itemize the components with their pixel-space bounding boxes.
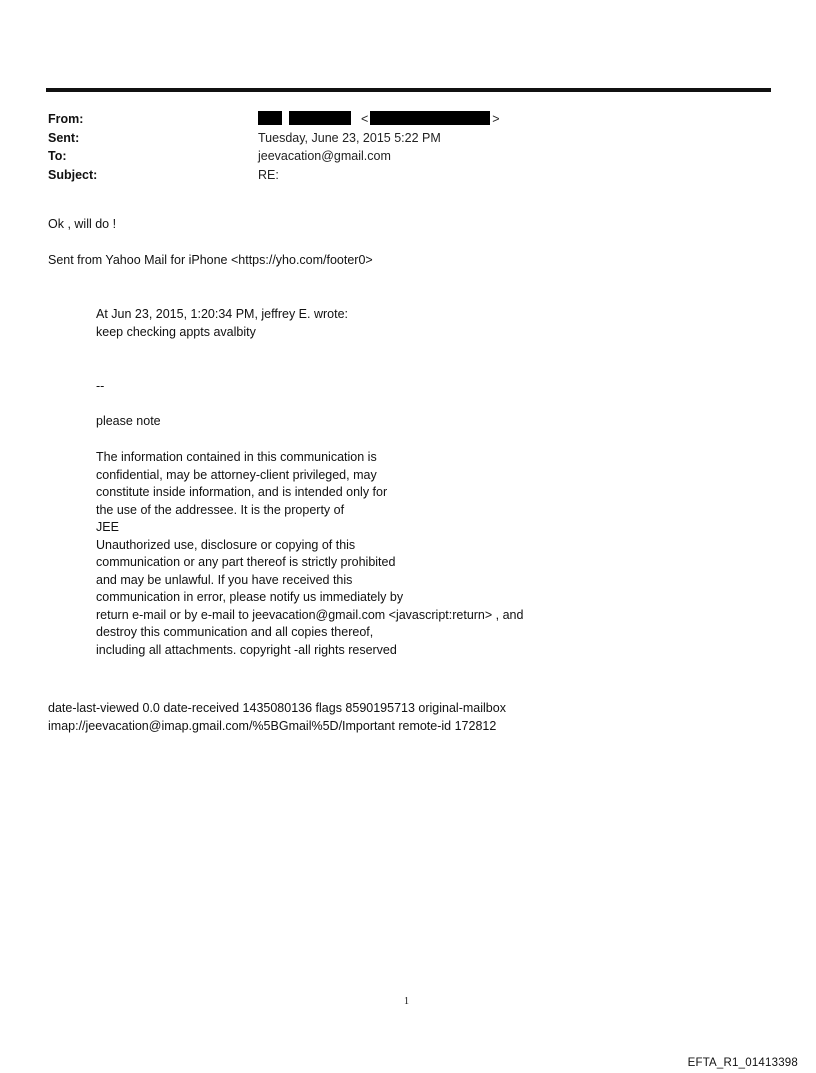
from-value [258, 110, 500, 129]
header-rule [46, 88, 771, 92]
quoted-message: keep checking appts avalbity [96, 325, 256, 339]
metadata-line: imap://jeevacation@imap.gmail.com/%5BGmail%5D/Important remote-id 172812 [48, 718, 497, 733]
disclaimer-line: communication in error, please notify us immediately by [96, 590, 404, 604]
quote-attribution: At Jun 23, 2015, 1:20:34 PM, jeffrey E. wrote: [96, 307, 348, 321]
to-value: jeevacation@gmail.com [258, 149, 391, 163]
disclaimer-line: including all attachments. copyright -all rights reserved [96, 642, 397, 657]
bates-number: EFTA_R1_01413398 [687, 1057, 798, 1069]
please-note: please note [96, 414, 161, 428]
metadata-line: date-last-viewed 0.0 date-received 1435080136 flags 8590195713 original-mailbox [48, 701, 506, 715]
reply-text: Ok , will do ! [48, 217, 117, 231]
from-label: From: [48, 112, 84, 126]
disclaimer-line: constitute inside information, and is intended only for [96, 485, 388, 499]
disclaimer-line: Unauthorized use, disclosure or copying of this [96, 537, 356, 552]
page-number: 1 [404, 996, 409, 1007]
from-close-bracket: > [492, 112, 500, 126]
sent-row [48, 129, 500, 148]
mobile-signature: Sent from Yahoo Mail for iPhone <https://yho.com/footer0> [48, 253, 373, 267]
disclaimer-line: The information contained in this communication is [96, 450, 377, 464]
sent-value: Tuesday, June 23, 2015 5:22 PM [258, 130, 441, 145]
from-row [48, 110, 500, 129]
mailbox-metadata [48, 700, 506, 735]
redaction-box [289, 111, 351, 125]
disclaimer-line: and may be unlawful. If you have received this [96, 572, 353, 587]
disclaimer-line: return e-mail or by e-mail to jeevacation@gmail.com <javascript:return> , and [96, 607, 524, 622]
from-open-bracket: < [360, 112, 369, 126]
subject-label: Subject: [48, 167, 98, 182]
disclaimer [96, 449, 523, 659]
disclaimer-line: the use of the addressee. It is the property of [96, 502, 345, 517]
signature-separator: -- [96, 379, 105, 393]
redaction-box [258, 111, 282, 125]
disclaimer-line: communication or any part thereof is strictly prohibited [96, 555, 396, 569]
to-row [48, 147, 500, 166]
email-header [48, 110, 500, 184]
redaction-box [370, 111, 490, 125]
sent-label: Sent: [48, 130, 80, 145]
subject-row [48, 166, 500, 185]
disclaimer-line: destroy this communication and all copies thereof, [96, 625, 374, 639]
subject-value: RE: [258, 167, 279, 182]
disclaimer-line: JEE [96, 520, 119, 534]
to-label: To: [48, 149, 67, 163]
disclaimer-line: confidential, may be attorney-client privileged, may [96, 467, 377, 482]
